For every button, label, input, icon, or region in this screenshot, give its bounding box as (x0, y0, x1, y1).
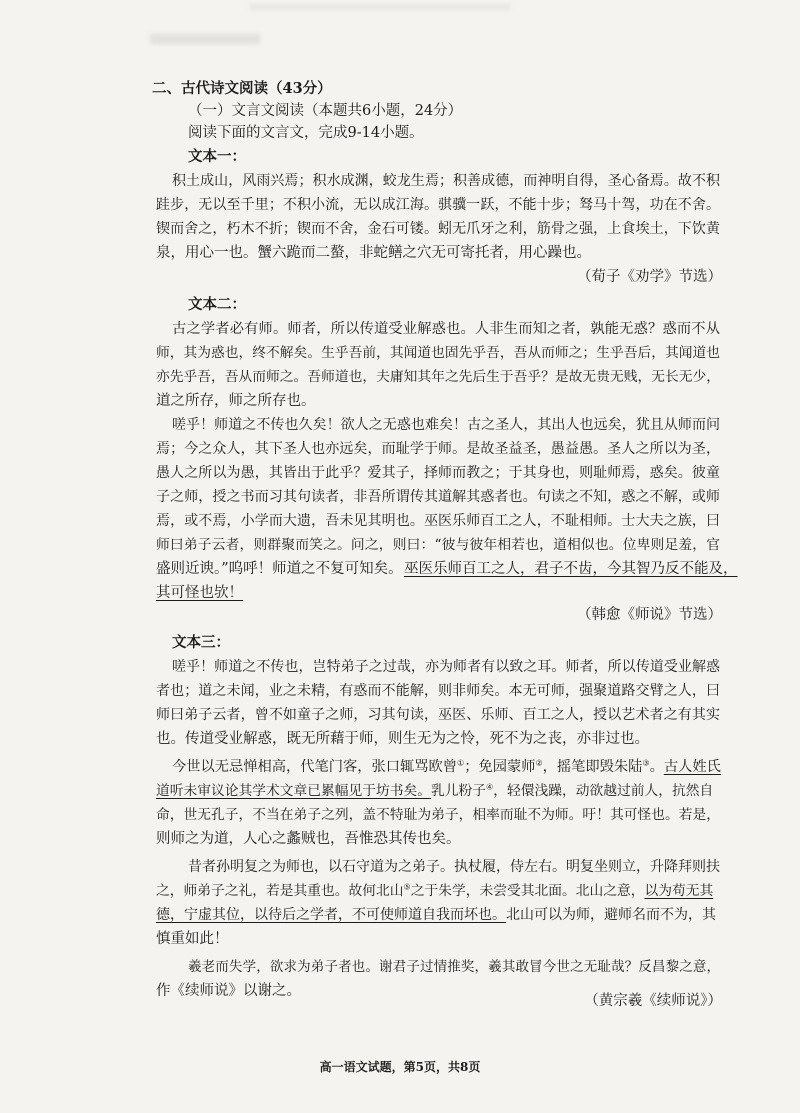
text1-line: 积土成山，风雨兴焉；积水成渊，蛟龙生焉；积善成德，而神明自得，圣心备焉。故不积 (172, 173, 720, 189)
text3-fragment: 北山可以为师，避师名而不为，其 (506, 907, 716, 923)
text3-line: 羲老而失学，欲求为弟子者也。谢君子过情推奖，羲其敢冒今世之无耻哉？反昌黎之意， (188, 959, 720, 975)
text3-line: 昔者孙明复之为师也，以石守道为之弟子。执杖履，侍左右。明复坐则立，升降拜则扶 (188, 859, 720, 875)
footnote-marker: ② (535, 758, 543, 768)
text3-underlined-sentence: 古人姓氏 (663, 759, 721, 775)
subsection-title: （一）文言文阅读（本题共6小题，24分） (188, 103, 463, 119)
text2-line: 子之师，授之书而习其句读者，非吾所谓传其道解其惑者也。句读之不知，惑之不解，或师 (156, 489, 720, 505)
text3-line: 者也；道之未闻，业之未精，有惑而不能解，则非师矣。本无可师，强聚道路交臂之人，曰 (156, 683, 720, 699)
footnote-marker: ⑤ (403, 882, 411, 892)
footnote-marker: ③ (642, 758, 650, 768)
text3-line: 则师之为道，人心之蠡贼也，吾惟恐其传也矣。 (156, 831, 461, 847)
text3-fragment: ，摇笔即毁朱陆 (542, 759, 643, 775)
text3-fragment: ，轻儇浅躁，动欲越过前人，抗然自 (493, 783, 714, 799)
text3-line: 慎重如此！ (156, 931, 229, 947)
text3-underlined-sentence: 德，宁虚其位，以待后之学者，不可使师道自我而坏也。 (156, 907, 506, 923)
footnote-marker: ① (457, 758, 465, 768)
text3-fragment: 之，师弟子之礼，若是其重也。故何北山 (156, 883, 404, 899)
text3-line: 作《续师说》以谢之。 (156, 983, 301, 999)
text2-line: 愚人之所以为愚，其皆出于此乎？爱其子，择师而教之；于其身也，则耻师焉，惑矣。彼童 (156, 465, 720, 481)
text3-line (156, 906, 720, 924)
text3-line: 命，世无孔子，不当在弟子之列，盖不特耻为弟子，相率而耻不为师。吁！其可怪也。若是， (156, 807, 720, 823)
page-footer: 高一语文试题，第5页，共8页 (319, 1060, 481, 1074)
scan-smudge (150, 34, 260, 44)
text2-heading: 文本二： (188, 296, 246, 313)
text3-line (156, 782, 720, 800)
text3-line: 嗟乎！师道之不传也，岂特弟子之过哉，亦为师者有以致之耳。师者，所以传道受业解惑 (172, 659, 720, 675)
section-title: 二、古代诗文阅读（43分） (152, 80, 332, 97)
text1-line: 泉，用心一也。蟹六跪而二螯，非蛇鳝之穴无可寄托者，用心躁也。 (156, 245, 591, 261)
text2-line: 焉；今之众人，其下圣人也亦远矣，而耻学于师。是故圣益圣，愚益愚。圣人之所以为圣， (156, 441, 720, 457)
text3-fragment: 今世以无忌惮相高，代笔门客，张口辄骂欧曾 (172, 759, 458, 775)
text3-fragment: 。 (649, 759, 664, 775)
text3-line (156, 882, 720, 900)
text3-line: 师曰弟子云者，曾不如童子之师，习其句读，巫医、乐师、百工之人，授以艺术者之有其实 (156, 707, 720, 723)
text2-line: 古之学者必有师。师者，所以传道受业解惑也。人非生而知之者，孰能无惑？惑而不从 (172, 321, 720, 337)
text2-line: 嗟乎！师道之不传也久矣！欲人之无惑也难矣！古之圣人，其出人也远矣，犹且从师而问 (172, 417, 720, 433)
text2-line: 盛则近谀。”呜呼！师道之不复可知矣。 (156, 561, 403, 577)
text1-line: 锲而舍之，朽木不折；锲而不舍，金石可镂。蚓无爪牙之利，筋骨之强，上食埃土，下饮黄 (156, 221, 720, 237)
text2-line: 师曰弟子云者，则群聚而笑之。问之，则曰：“彼与彼年相若也，道相似也。位卑则足羞，官 (156, 537, 720, 553)
scan-smudge (250, 4, 510, 10)
text3-fragment: ；免园蒙师 (464, 759, 536, 775)
instruction: 阅读下面的文言文，完成9-14小题。 (188, 125, 424, 141)
text2-source: （韩愈《师说》节选） (577, 607, 722, 623)
text3-heading: 文本三： (172, 634, 230, 651)
text1-line: 跬步，无以至千里；不积小流，无以成江海。骐骥一跃，不能十步；驽马十驾，功在不舍。 (156, 197, 720, 213)
text3-underlined-sentence: 道听未审议论其学术文章已累幅见于坊书矣。 (156, 783, 432, 799)
text2-line: 亦先乎吾，吾从而师之。吾师道也，夫庸知其年之先后生于吾乎？是故无贵无贱，无长无少， (156, 369, 720, 385)
text3-fragment: 乳儿粉子 (431, 783, 487, 799)
text1-heading: 文本一： (188, 148, 246, 165)
footnote-marker: ④ (486, 782, 494, 792)
text2-underlined-sentence: 其可怪也欤！ (156, 585, 243, 601)
text3-source: （黄宗羲《续师说》） (584, 993, 722, 1009)
text2-underlined-sentence: 巫医乐师百工之人，君子不齿，今其智乃反不能及， (404, 561, 738, 577)
text2-line: 道之所存，师之所存也。 (156, 393, 316, 409)
text3-line: 也。传道受业解惑，既无所藉于师，则生无为之怜，死不为之丧，亦非过也。 (156, 731, 649, 747)
text3-fragment: 之于朱学，未尝受其北面。北山之意， (410, 883, 645, 899)
text1-source: （荀子《劝学》节选） (577, 269, 722, 285)
text3-line (172, 758, 720, 776)
text3-underlined-sentence: 以为苟无其 (644, 883, 714, 899)
text2-line: 师，其为惑也，终不解矣。生乎吾前，其闻道也固先乎吾，吾从而师之；生乎吾后，其闻道也 (156, 345, 720, 361)
text2-line: 焉，或不焉，小学而大遗，吾未见其明也。巫医乐师百工之人，不耻相师。士大夫之族，曰 (156, 513, 720, 529)
